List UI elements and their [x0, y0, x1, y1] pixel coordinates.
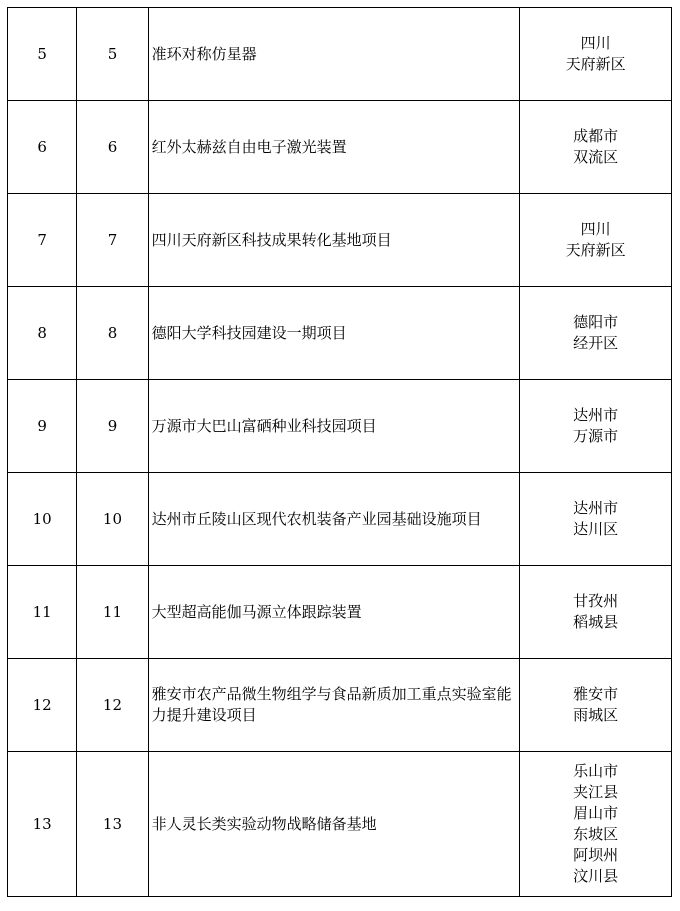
- row-sequence-cell: 7: [8, 194, 77, 287]
- table-row: [8, 566, 672, 659]
- table-row: [8, 752, 672, 897]
- row-number-cell: 7: [77, 194, 148, 287]
- location-line: 四川: [580, 34, 611, 52]
- project-name-cell: 达州市丘陵山区现代农机装备产业园基础设施项目: [148, 473, 520, 566]
- location-cell: [520, 194, 672, 287]
- location-line: 达州市: [573, 499, 619, 517]
- location-cell: [520, 8, 672, 101]
- location-line: 达川区: [573, 520, 619, 538]
- row-number-cell: 8: [77, 287, 148, 380]
- table-row: [8, 194, 672, 287]
- project-name-cell: 红外太赫兹自由电子激光装置: [148, 101, 520, 194]
- row-sequence-cell: 9: [8, 380, 77, 473]
- row-number-cell: 5: [77, 8, 148, 101]
- project-name-cell: 德阳大学科技园建设一期项目: [148, 287, 520, 380]
- row-number-cell: 12: [77, 659, 148, 752]
- project-name-cell: 雅安市农产品微生物组学与食品新质加工重点实验室能力提升建设项目: [148, 659, 520, 752]
- location-line: 雅安市: [573, 685, 619, 703]
- project-table: [7, 7, 672, 897]
- location-line: 阿坝州: [573, 846, 619, 864]
- location-cell: [520, 287, 672, 380]
- location-line: 双流区: [573, 148, 619, 166]
- location-line: 经开区: [573, 334, 619, 352]
- location-line: 甘孜州: [573, 592, 619, 610]
- project-name-cell: 非人灵长类实验动物战略储备基地: [148, 752, 520, 897]
- location-line: 雨城区: [573, 706, 619, 724]
- table-row: [8, 659, 672, 752]
- location-cell: [520, 659, 672, 752]
- row-number-cell: 10: [77, 473, 148, 566]
- row-sequence-cell: 10: [8, 473, 77, 566]
- row-sequence-cell: 13: [8, 752, 77, 897]
- location-line: 东坡区: [573, 825, 619, 843]
- location-cell: [520, 752, 672, 897]
- location-line: 成都市: [573, 127, 619, 145]
- location-cell: [520, 473, 672, 566]
- location-cell: [520, 101, 672, 194]
- project-name-cell: 四川天府新区科技成果转化基地项目: [148, 194, 520, 287]
- location-line: 四川: [580, 220, 611, 238]
- location-line: 天府新区: [565, 241, 626, 259]
- location-line: 乐山市: [573, 762, 619, 780]
- table-row: [8, 101, 672, 194]
- location-line: 夹江县: [573, 783, 619, 801]
- table-row: [8, 8, 672, 101]
- table-row: [8, 287, 672, 380]
- row-sequence-cell: 5: [8, 8, 77, 101]
- location-line: 天府新区: [565, 55, 626, 73]
- row-number-cell: 9: [77, 380, 148, 473]
- row-number-cell: 11: [77, 566, 148, 659]
- table-row: [8, 473, 672, 566]
- location-line: 汶川县: [573, 867, 619, 885]
- location-line: 稻城县: [573, 613, 619, 631]
- location-line: 万源市: [573, 427, 619, 445]
- row-sequence-cell: 12: [8, 659, 77, 752]
- project-name-cell: 大型超高能伽马源立体跟踪装置: [148, 566, 520, 659]
- location-cell: [520, 566, 672, 659]
- table-row: [8, 380, 672, 473]
- project-name-cell: 万源市大巴山富硒种业科技园项目: [148, 380, 520, 473]
- location-line: 达州市: [573, 406, 619, 424]
- row-sequence-cell: 6: [8, 101, 77, 194]
- location-line: 眉山市: [573, 804, 619, 822]
- location-cell: [520, 380, 672, 473]
- row-number-cell: 6: [77, 101, 148, 194]
- project-name-cell: 准环对称仿星器: [148, 8, 520, 101]
- location-line: 德阳市: [573, 313, 619, 331]
- row-sequence-cell: 8: [8, 287, 77, 380]
- row-number-cell: 13: [77, 752, 148, 897]
- row-sequence-cell: 11: [8, 566, 77, 659]
